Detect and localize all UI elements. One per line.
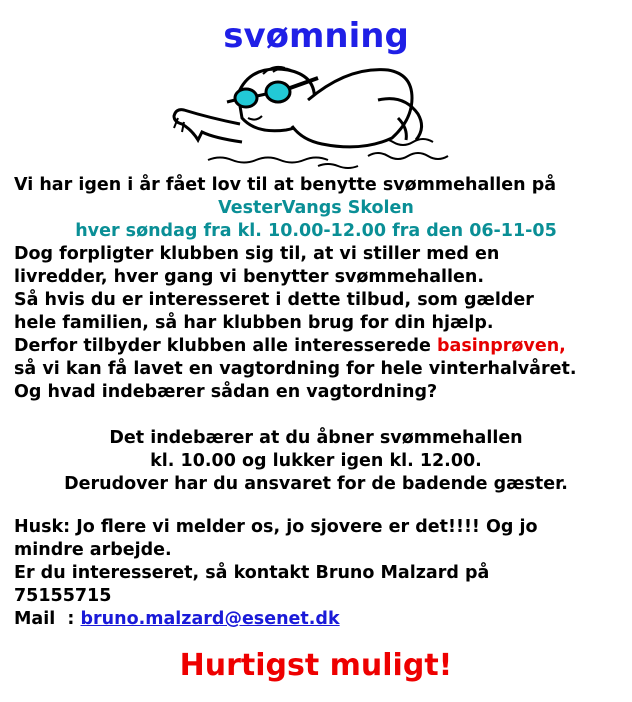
body-line-5-text: Derfor tilbyder klubben alle interesserede: [14, 336, 438, 356]
body-line-2: livredder, hver gang vi benytter svømmehallen.: [14, 267, 485, 287]
schedule-line: hver søndag fra kl. 10.00-12.00 fra den 06-11-05: [75, 221, 557, 241]
basinproeven-highlight: basinprøven,: [437, 336, 566, 356]
contact-line-1: Husk: Jo flere vi melder os, jo sjovere er det!!!! Og jo: [14, 517, 538, 537]
page-title: svømning: [223, 16, 409, 56]
body-line-7: Og hvad indebærer sådan en vagtordning?: [14, 382, 438, 402]
contact-mail: [14, 608, 340, 631]
duty-line-2: kl. 10.00 og lukker igen kl. 12.00.: [150, 451, 482, 471]
body-line-4: hele familien, så har klubben brug for din hjælp.: [14, 313, 494, 333]
contact-phone: 75155715: [14, 586, 112, 606]
body-line-5: [14, 335, 566, 358]
venue-name: VesterVangs Skolen: [218, 198, 414, 218]
mail-label: Mail :: [14, 609, 81, 629]
body-line-6: så vi kan få lavet en vagtordning for hele vinterhalvåret.: [14, 359, 577, 379]
body-line-1: Dog forpligter klubben sig til, at vi stiller med en: [14, 244, 500, 264]
closing-call: Hurtigst muligt!: [179, 648, 453, 683]
contact-line-2: mindre arbejde.: [14, 540, 172, 560]
swimmer-illustration: [168, 60, 468, 172]
duty-line-1: Det indebærer at du åbner svømmehallen: [109, 428, 523, 448]
intro-line: Vi har igen i år fået lov til at benytte svømmehallen på: [14, 175, 557, 195]
duty-line-3: Derudover har du ansvaret for de badende gæster.: [64, 474, 568, 494]
body-line-3: Så hvis du er interesseret i dette tilbud, som gælder: [14, 290, 534, 310]
email-link[interactable]: bruno.malzard@esenet.dk: [80, 609, 340, 629]
contact-line-3: Er du interesseret, så kontakt Bruno Malzard på: [14, 563, 490, 583]
